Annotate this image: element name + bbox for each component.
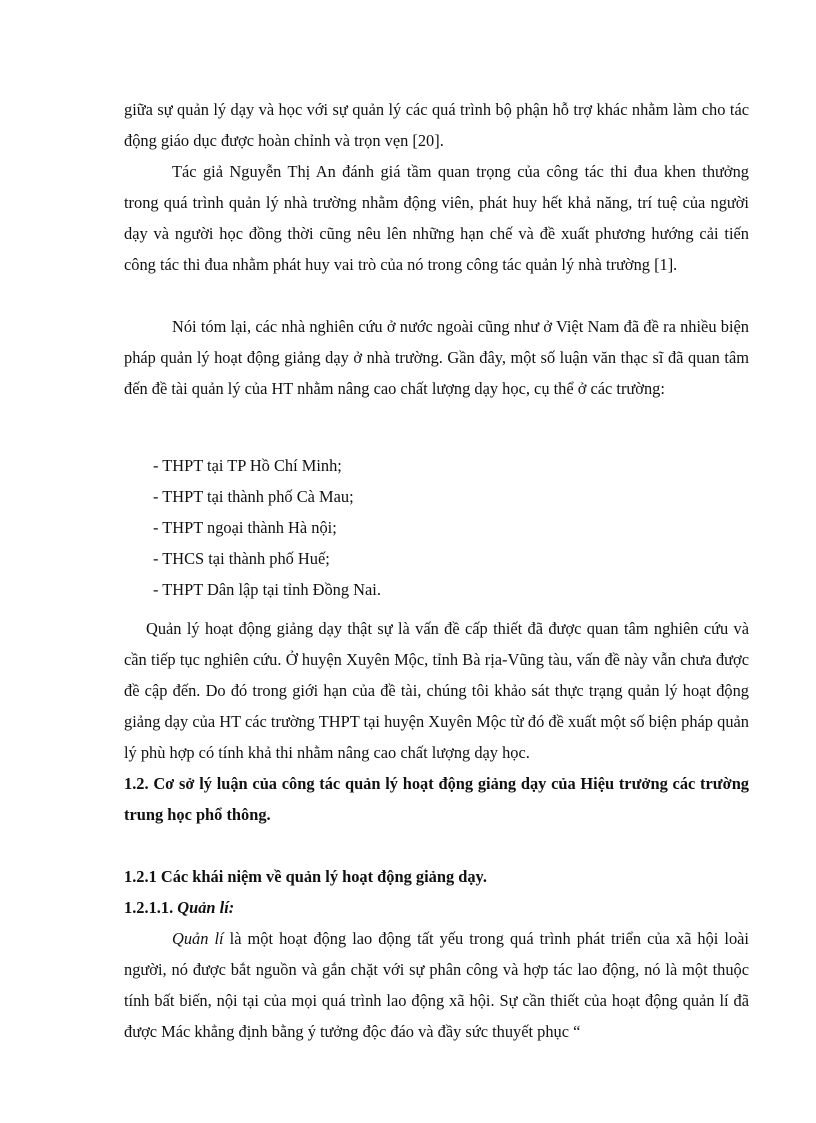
list-item: - THPT tại TP Hồ Chí Minh;	[153, 456, 342, 475]
heading-1-2-1: 1.2.1 Các khái niệm về quản lý hoạt động giảng dạy.	[124, 867, 487, 886]
list-item: - THPT Dân lập tại tỉnh Đồng Nai.	[153, 580, 381, 599]
paragraph-quan-li-definition	[124, 923, 749, 1047]
heading-1-2: 1.2. Cơ sở lý luận của công tác quản lý hoạt động giảng dạy của Hiệu trưởng các trường trung học phổ thông.	[124, 774, 749, 824]
term-quan-li: Quản lí	[172, 929, 224, 948]
heading-title: Quản lí:	[177, 898, 235, 917]
heading-number: 1.2.1.1.	[124, 898, 178, 917]
list-item: - THPT ngoại thành Hà nội;	[153, 518, 337, 537]
paragraph-summary: Nói tóm lại, các nhà nghiên cứu ở nước ngoài cũng như ở Việt Nam đã đề ra nhiều biện pháp quản lý hoạt động giảng dạy ở nhà trường. Gần đây, một số luận văn thạc sĩ đã quan tâm đến đề tài quản lý của HT nhằm nâng cao chất lượng dạy học, cụ thể ở các trường:	[124, 317, 749, 398]
paragraph-continuation: giữa sự quản lý dạy và học với sự quản lý các quá trình bộ phận hỗ trợ khác nhằm làm cho tác động giáo dục được hoàn chỉnh và trọn vẹn [20].	[124, 100, 749, 150]
school-list	[153, 450, 381, 605]
paragraph-problem-statement: Quản lý hoạt động giảng dạy thật sự là vấn đề cấp thiết đã được quan tâm nghiên cứu và cần tiếp tục nghiên cứu. Ở huyện Xuyên Mộc, tỉnh Bà rịa-Vũng tàu, vấn đề này vẫn chưa được đề cập đến. Do đó trong giới hạn của đề tài, chúng tôi khảo sát thực trạng quản lý hoạt động giảng dạy của HT các trường THPT tại huyện Xuyên Mộc từ đó đề xuất một số biện pháp quản lý phù hợp có tính khả thi nhằm nâng cao chất lượng dạy học.	[124, 619, 749, 762]
list-item: - THPT tại thành phố Cà Mau;	[153, 487, 354, 506]
list-item: - THCS tại thành phố Huế;	[153, 549, 330, 568]
paragraph-nguyen-thi-an: Tác giả Nguyễn Thị An đánh giá tầm quan trọng của công tác thi đua khen thưởng trong quá trình quản lý nhà trường nhằm động viên, phát huy hết khả năng, trí tuệ của người dạy và người học đồng thời cũng nêu lên những hạn chế và đề xuất phương hướng cải tiến công tác thi đua nhằm phát huy vai trò của nó trong công tác quản lý nhà trường [1].	[124, 162, 749, 274]
heading-1-2-1-1	[124, 892, 749, 923]
definition-text: là một hoạt động lao động tất yếu trong quá trình phát triển của xã hội loài người, nó được bắt nguồn và gắn chặt với sự phân công và hợp tác lao động, nó là một thuộc tính bất biến, nội tại của mọi quá trình lao động xã hội. Sự cần thiết của hoạt động quản lí đã được Mác khẳng định bằng ý tưởng độc đáo và đầy sức thuyết phục “	[124, 929, 749, 1041]
